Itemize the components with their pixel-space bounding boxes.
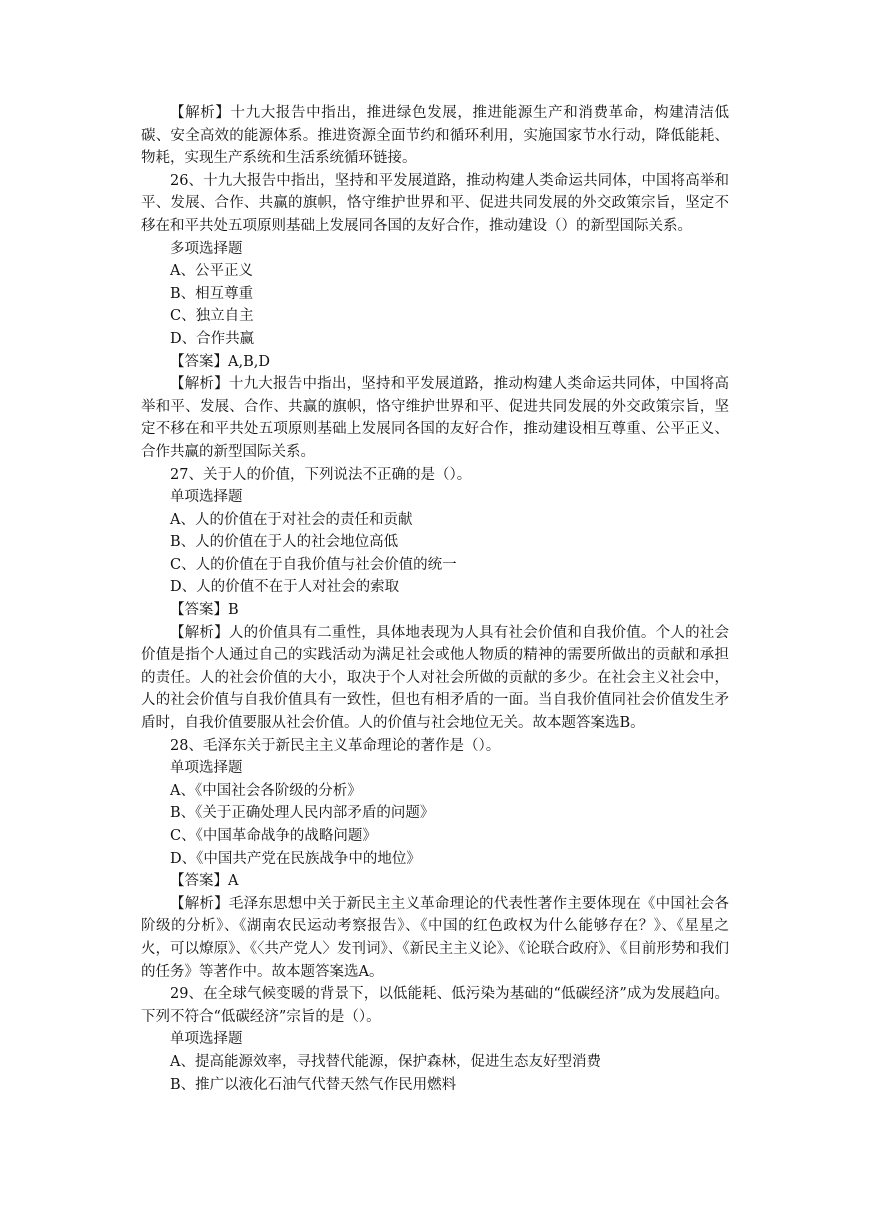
question-27-type: 单项选择题	[170, 489, 243, 506]
question-26-stem: 26、十九大报告中指出，坚持和平发展道路，推动构建人类命运共同体，中国将高举和平、发展、合作、共赢的旗帜，恪守维护世界和平、促进共同发展的外交政策宗旨，坚定不移在和平共处五项原则基础上发展同各国的友好合作，推动建设（）的新型国际关系。	[141, 172, 729, 234]
question-28-analysis: 【解析】毛泽东思想中关于新民主主义革命理论的代表性著作主要体现在《中国社会各阶级的分析》、《湖南农民运动考察报告》、《中国的红色政权为什么能够存在？》、《星星之火，可以燎原》、《〈共产党人〉发刊词》、《新民主主义论》、《论联合政府》、《目前形势和我们的任务》等著作中。故本题答案选A。	[141, 895, 729, 980]
question-26-option-b: B、相互尊重	[170, 285, 254, 302]
question-27-stem: 27、关于人的价值，下列说法不正确的是（）。	[170, 466, 472, 483]
document-body	[141, 102, 729, 1096]
question-26-type: 多项选择题	[170, 240, 243, 257]
question-26-option-c: C、独立自主	[170, 308, 254, 325]
question-29-option-b: B、推广以液化石油气代替天然气作民用燃料	[170, 1076, 457, 1093]
question-27-option-d: D、人的价值不在于人对社会的索取	[170, 579, 400, 596]
question-28-option-d: D、《中国共产党在民族战争中的地位》	[170, 850, 421, 867]
question-29-stem: 29、在全球气候变暖的背景下，以低能耗、低污染为基础的“低碳经济”成为发展趋向。下列不符合“低碳经济”宗旨的是（）。	[141, 986, 729, 1025]
question-28-answer: 【答案】A	[170, 873, 239, 890]
question-26-analysis: 【解析】十九大报告中指出，坚持和平发展道路，推动构建人类命运共同体，中国将高举和平、发展、合作、共赢的旗帜，恪守维护世界和平、促进共同发展的外交政策宗旨，坚定不移在和平共处五项原则基础上发展同各国的友好合作，推动建设相互尊重、公平正义、合作共赢的新型国际关系。	[141, 376, 729, 460]
question-26-option-d: D、合作共赢	[170, 330, 255, 347]
question-28-stem: 28、毛泽东关于新民主主义革命理论的著作是（）。	[170, 737, 501, 754]
question-26-option-a: A、公平正义	[170, 263, 253, 280]
analysis-paragraph: 【解析】十九大报告中指出，推进绿色发展，推进能源生产和消费革命，构建清洁低碳、安全高效的能源体系。推进资源全面节约和循环利用，实施国家节水行动，降低能耗、物耗，实现生产系统和生活系统循环链接。	[141, 105, 729, 167]
question-27-option-c: C、人的价值在于自我价值与社会价值的统一	[170, 556, 457, 573]
question-27-option-a: A、人的价值在于对社会的责任和贡献	[170, 511, 413, 528]
question-27-answer: 【答案】B	[170, 602, 239, 619]
question-29-option-a: A、提高能源效率，寻找替代能源，保护森林，促进生态友好型消费	[170, 1053, 601, 1070]
question-27-analysis: 【解析】人的价值具有二重性，具体地表现为人具有社会价值和自我价值。个人的社会价值是指个人通过自己的实践活动为满足社会或他人物质的精神的需要所做出的贡献和承担的责任。人的社会价值的大小，取决于个人对社会所做的贡献的多少。在社会主义社会中，人的社会价值与自我价值具有一致性，但也有相矛盾的一面。当自我价值同社会价值发生矛盾时，自我价值要服从社会价值。人的价值与社会地位无关。故本题答案选B。	[141, 624, 729, 732]
question-26-answer: 【答案】A,B,D	[170, 353, 270, 370]
question-28-option-a: A、《中国社会各阶级的分析》	[170, 782, 362, 799]
question-28-option-c: C、《中国革命战争的战略问题》	[170, 828, 377, 844]
question-29-type: 单项选择题	[170, 1031, 243, 1048]
question-28-option-b: B、《关于正确处理人民内部矛盾的问题》	[170, 805, 435, 822]
question-28-type: 单项选择题	[170, 760, 243, 777]
question-27-option-b: B、人的价值在于人的社会地位高低	[170, 534, 399, 551]
